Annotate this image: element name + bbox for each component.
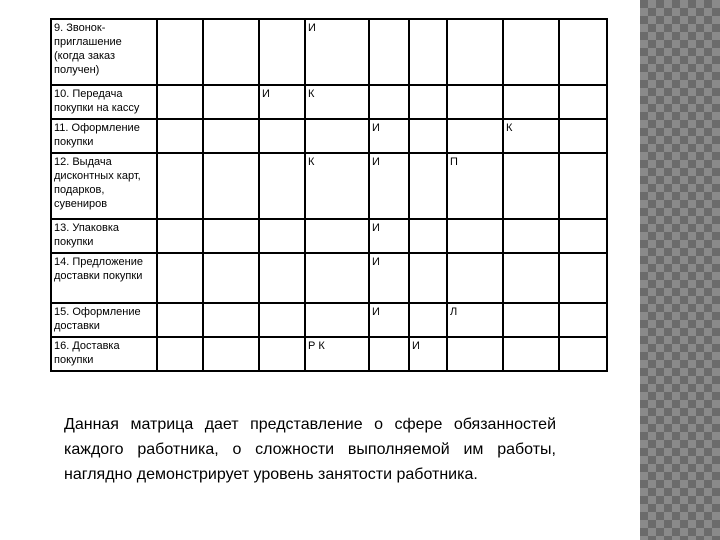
table-cell	[157, 219, 203, 253]
table-cell	[447, 253, 503, 303]
table-row	[51, 303, 607, 337]
table-cell	[559, 337, 607, 371]
table-row	[51, 85, 607, 119]
row-label: 11. Оформление покупки	[51, 119, 157, 153]
table-cell	[409, 219, 447, 253]
table-row	[51, 19, 607, 85]
table-cell: К	[305, 85, 369, 119]
caption-paragraph: Данная матрица дает представление о сфере обязанностей каждого работника, о сложности выполняемой им работы, наглядно демонстрирует уровень занятости работника.	[64, 416, 556, 483]
table-row	[51, 153, 607, 219]
table-cell	[259, 337, 305, 371]
responsibility-matrix	[50, 18, 608, 372]
row-label: 9. Звонок-приглашение (когда заказ получен)	[51, 19, 157, 85]
table-cell	[157, 119, 203, 153]
table-cell: И	[259, 85, 305, 119]
table-cell	[203, 253, 259, 303]
table-cell	[157, 19, 203, 85]
table-cell	[503, 19, 559, 85]
row-label: 13. Упаковка покупки	[51, 219, 157, 253]
table-cell	[259, 119, 305, 153]
table-cell	[259, 253, 305, 303]
table-cell	[203, 219, 259, 253]
table-cell	[157, 85, 203, 119]
table-row	[51, 219, 607, 253]
table-cell: И	[369, 253, 409, 303]
table-cell	[409, 253, 447, 303]
table-cell: И	[409, 337, 447, 371]
table-cell	[503, 153, 559, 219]
table-cell	[203, 303, 259, 337]
table-cell: И	[305, 19, 369, 85]
row-label: 12. Выдача дисконтных карт, подарков, сувениров	[51, 153, 157, 219]
table-row	[51, 253, 607, 303]
table-cell	[447, 219, 503, 253]
decorative-pattern-strip	[640, 0, 720, 540]
table-cell	[369, 85, 409, 119]
table-cell	[203, 85, 259, 119]
table-cell	[305, 303, 369, 337]
table-cell	[203, 19, 259, 85]
table-row	[51, 337, 607, 371]
table-cell: К	[503, 119, 559, 153]
table-cell	[559, 219, 607, 253]
table-cell	[203, 337, 259, 371]
table-cell: Р К	[305, 337, 369, 371]
table-cell	[203, 153, 259, 219]
table-cell	[259, 303, 305, 337]
table-cell	[409, 85, 447, 119]
table-cell	[203, 119, 259, 153]
table-cell	[259, 219, 305, 253]
table-cell	[559, 19, 607, 85]
table-cell	[503, 253, 559, 303]
table-cell: И	[369, 219, 409, 253]
table-cell: И	[369, 119, 409, 153]
table-row	[51, 119, 607, 153]
table-cell	[559, 153, 607, 219]
table-cell	[447, 119, 503, 153]
table-cell	[447, 337, 503, 371]
table-cell	[503, 85, 559, 119]
table-cell: П	[447, 153, 503, 219]
table-cell: И	[369, 153, 409, 219]
table-cell	[409, 19, 447, 85]
table-cell	[305, 253, 369, 303]
table-cell	[259, 19, 305, 85]
row-label: 14. Предложение доставки покупки	[51, 253, 157, 303]
table-cell	[259, 153, 305, 219]
table-cell	[157, 153, 203, 219]
table-cell	[503, 219, 559, 253]
table-cell: Л	[447, 303, 503, 337]
row-label: 10. Передача покупки на кассу	[51, 85, 157, 119]
table-cell	[369, 337, 409, 371]
table-cell	[559, 253, 607, 303]
table-cell	[503, 337, 559, 371]
table-cell	[559, 303, 607, 337]
table-cell	[447, 19, 503, 85]
table-cell	[409, 119, 447, 153]
table-cell	[559, 85, 607, 119]
table-cell	[559, 119, 607, 153]
table-cell	[409, 153, 447, 219]
table-cell	[157, 303, 203, 337]
table-cell	[369, 19, 409, 85]
table-cell: И	[369, 303, 409, 337]
table-cell	[157, 253, 203, 303]
table-cell	[447, 85, 503, 119]
row-label: 15. Оформление доставки	[51, 303, 157, 337]
table-cell	[503, 303, 559, 337]
table-cell	[305, 119, 369, 153]
table-cell: К	[305, 153, 369, 219]
table-cell	[305, 219, 369, 253]
table-cell	[409, 303, 447, 337]
table-cell	[157, 337, 203, 371]
row-label: 16. Доставка покупки	[51, 337, 157, 371]
